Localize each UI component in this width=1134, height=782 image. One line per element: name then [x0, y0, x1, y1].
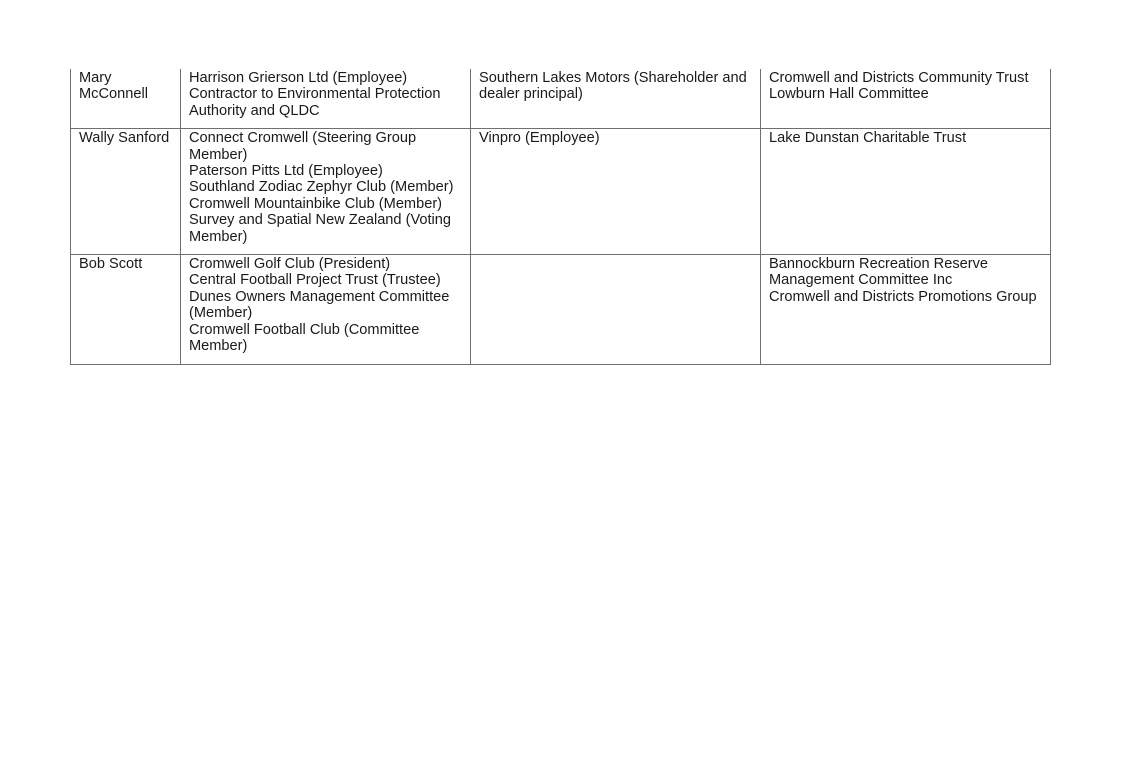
business-interest-cell	[471, 69, 761, 129]
list-item: Southland Zodiac Zephyr Club (Member)	[189, 179, 454, 196]
list-item: Cromwell and Districts Promotions Group	[769, 288, 1037, 305]
table-row	[71, 255, 1051, 364]
list-item: Vinpro (Employee)	[479, 130, 600, 147]
business-interest-cell	[471, 129, 761, 255]
list-item: Cromwell Football Club (Committee Member)	[189, 321, 420, 355]
business-interest-cell	[471, 255, 761, 364]
member-name: Mary McConnell	[79, 70, 148, 103]
list-item: Lowburn Hall Committee	[769, 86, 929, 103]
list-item: Cromwell Mountainbike Club (Member)	[189, 195, 443, 212]
member-name-cell	[71, 69, 181, 129]
table-row	[71, 129, 1051, 255]
list-item: Bannockburn Recreation Reserve Management Committee Inc	[769, 256, 989, 289]
member-name-cell	[71, 129, 181, 255]
organisation-cell	[761, 69, 1051, 129]
list-item: Cromwell Golf Club (President)	[189, 256, 391, 273]
list-item: Central Football Project Trust (Trustee)	[189, 272, 441, 289]
organisation-cell	[761, 255, 1051, 364]
member-name: Wally Sanford	[79, 130, 170, 147]
list-item: Lake Dunstan Charitable Trust	[769, 130, 967, 147]
member-name-cell	[71, 255, 181, 364]
table-row	[71, 69, 1051, 129]
list-item: Dunes Owners Management Committee (Member)	[189, 288, 450, 322]
employment-cell	[181, 129, 471, 255]
list-item: Southern Lakes Motors (Shareholder and dealer principal)	[479, 70, 747, 103]
member-name: Bob Scott	[79, 256, 143, 273]
list-item: Connect Cromwell (Steering Group Member)	[189, 130, 417, 163]
list-item: Harrison Grierson Ltd (Employee)	[189, 70, 408, 86]
organisation-cell	[761, 129, 1051, 255]
list-item: Survey and Spatial New Zealand (Voting Member)	[189, 212, 452, 245]
list-item: Contractor to Environmental Protection Authority and QLDC	[189, 86, 441, 119]
list-item: Cromwell and Districts Community Trust	[769, 70, 1029, 86]
list-item: Paterson Pitts Ltd (Employee)	[189, 163, 383, 180]
interests-table	[70, 69, 1051, 365]
employment-cell	[181, 69, 471, 129]
employment-cell	[181, 255, 471, 364]
